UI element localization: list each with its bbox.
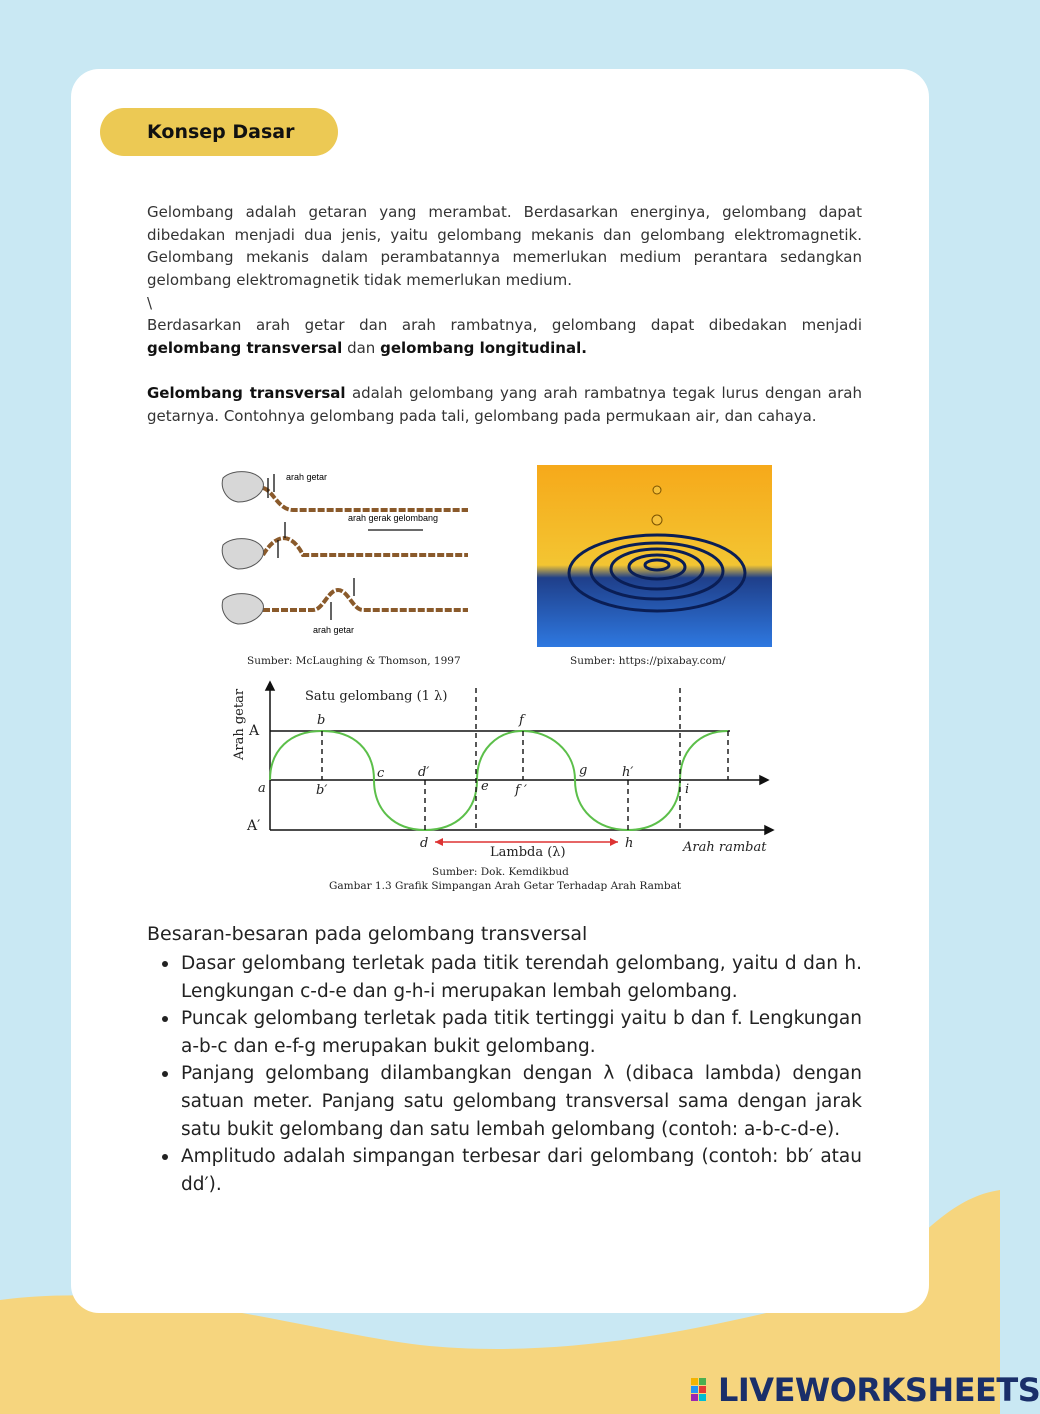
term-transversal-def: Gelombang transversal [147, 384, 346, 402]
point-dprime: d′ [418, 765, 430, 780]
list-item: Dasar gelombang terletak pada titik terendah gelombang, yaitu d dan h. Lengkungan c-d-e dan g-h-i merupakan lembah gelombang. [181, 950, 862, 1005]
graph-label-Aprime: A′ [247, 818, 261, 834]
point-fprime: f ′ [515, 783, 527, 798]
point-hprime: h′ [622, 765, 634, 780]
intro-text-2: Berdasarkan arah getar dan arah rambatnya, gelombang dapat dibedakan menjadi [147, 316, 862, 334]
graph-label-A: A [249, 723, 260, 739]
intro-paragraph-2 [147, 314, 862, 359]
point-h: h [625, 836, 634, 851]
intro-text-1: Gelombang adalah getaran yang merambat. Berdasarkan energinya, gelombang dapat dibedakan menjadi dua jenis, yaitu gelombang mekanis dan gelombang elektromagnetik. Gelombang mekanis dalam perambatannya memerlukan medium perantara sedangkan gelombang elektromagnetik tidak memerlukan medium. [147, 203, 862, 290]
rope-label-bottom: arah getar [313, 625, 355, 635]
graph-caption: Gambar 1.3 Grafik Simpangan Arah Getar Terhadap Arah Rambat [329, 880, 682, 892]
list-item: Amplitudo adalah simpangan terbesar dari gelombang (contoh: bb′ atau dd′). [181, 1143, 862, 1198]
rope-label-top: arah getar [286, 472, 328, 482]
quantities-list [181, 950, 862, 1198]
rope-label-move: arah gerak gelombang [348, 513, 439, 523]
quantities-heading: Besaran-besaran pada gelombang transversal [147, 923, 588, 945]
transverse-wave-graph [225, 680, 780, 865]
term-longitudinal: gelombang longitudinal. [380, 338, 587, 357]
point-c: c [377, 766, 385, 781]
rope-figure-source: Sumber: McLaughing & Thomson, 1997 [247, 655, 461, 667]
graph-title: Satu gelombang (1 λ) [305, 689, 448, 704]
water-ripple-photo [537, 465, 772, 647]
point-e: e [481, 779, 489, 794]
rope-wave-figure [218, 460, 473, 650]
liveworksheets-logo-icon [691, 1378, 715, 1402]
liveworksheets-brand[interactable]: LIVEWORKSHEETS [718, 1371, 1040, 1409]
point-bprime: b′ [316, 783, 328, 798]
point-i: i [685, 782, 690, 797]
page-title: Konsep Dasar [147, 121, 295, 143]
list-item: Puncak gelombang terletak pada titik tertinggi yaitu b dan f. Lengkungan a-b-c dan e-f-g merupakan bukit gelombang. [181, 1005, 862, 1060]
point-f: f [519, 713, 524, 728]
stray-backslash: \ [147, 293, 153, 312]
intro-text-2-mid: dan [342, 338, 381, 357]
graph-xlabel: Arah rambat [683, 840, 767, 855]
intro-text-3: adalah gelombang yang arah rambatnya tegak lurus dengan arah getarnya. Contohnya gelombang pada tali, gelombang pada permukaan air, dan cahaya. [147, 384, 862, 425]
lambda-label: Lambda (λ) [490, 845, 566, 860]
graph-label-a: a [258, 781, 266, 796]
term-transversal: gelombang transversal [147, 338, 343, 357]
point-b: b [317, 713, 326, 728]
point-d: d [420, 836, 429, 851]
intro-paragraph-1 [147, 201, 862, 315]
point-g: g [579, 763, 588, 778]
list-item: Panjang gelombang dilambangkan dengan λ (dibaca lambda) dengan satuan meter. Panjang satu gelombang transversal sama dengan jarak satu bukit gelombang dan satu lembah gelombang (contoh: a-b-c-d-e). [181, 1060, 862, 1143]
graph-source: Sumber: Dok. Kemdikbud [432, 866, 569, 878]
intro-paragraph-3 [147, 382, 862, 427]
water-figure-source: Sumber: https://pixabay.com/ [570, 655, 726, 667]
section-header-pill [100, 108, 338, 156]
graph-ylabel: Arah getar [232, 688, 247, 760]
